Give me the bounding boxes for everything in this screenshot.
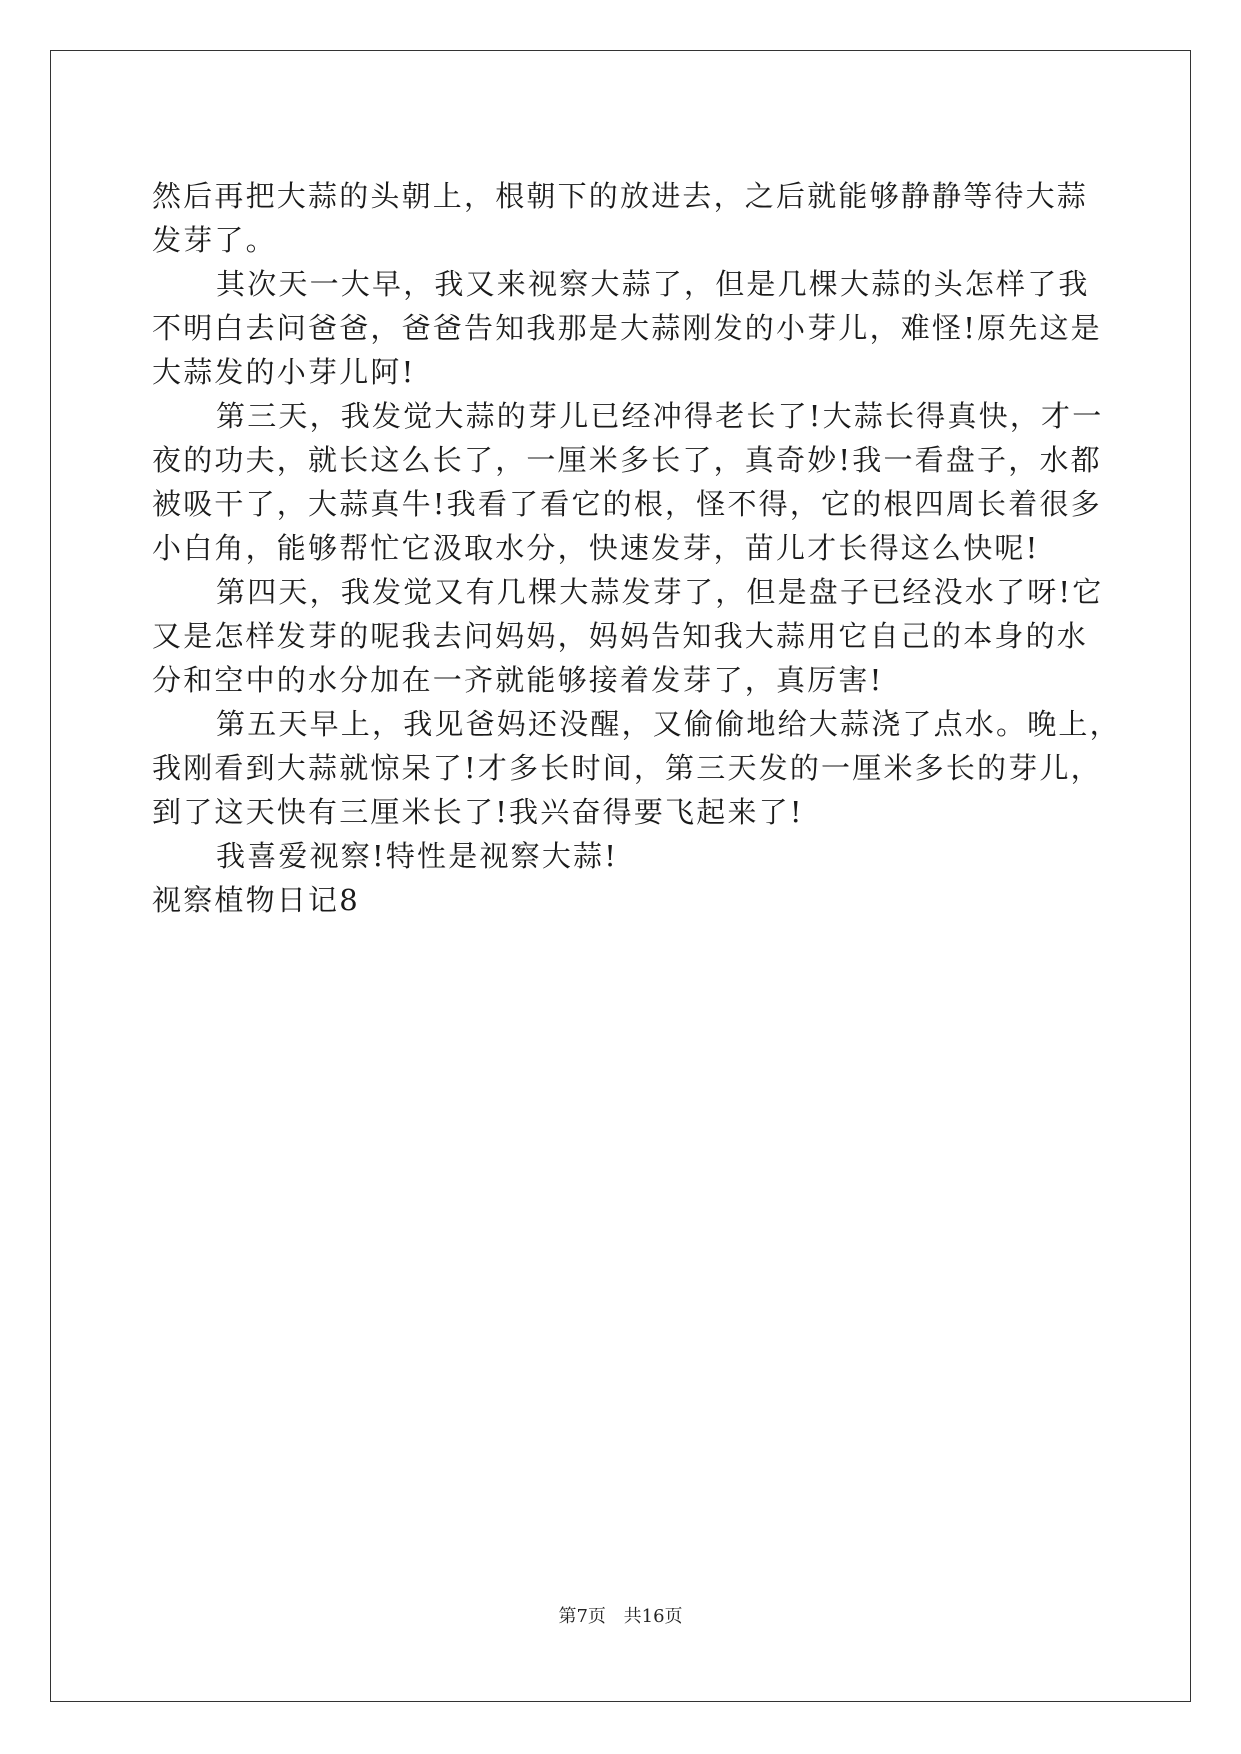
page-total: 共16页 — [623, 1606, 683, 1627]
body-line-3: 其次天一大早，我又来视察大蒜了，但是几棵大蒜的头怎样了我 — [216, 267, 1090, 301]
body-line-4: 不明白去问爸爸，爸爸告知我那是大蒜刚发的小芽儿，难怪!原先这是 — [152, 311, 1102, 345]
body-line-6: 第三天，我发觉大蒜的芽儿已经冲得老长了!大蒜长得真快，才一 — [216, 399, 1104, 433]
page-footer — [0, 1602, 1241, 1628]
body-line-8: 被吸干了，大蒜真牛!我看了看它的根，怪不得，它的根四周长着很多 — [152, 487, 1102, 521]
body-line-7: 夜的功夫，就长这么长了，一厘米多长了，真奇妙!我一看盘子，水都 — [152, 443, 1102, 477]
body-line-13: 第五天早上，我见爸妈还没醒，又偷偷地给大蒜浇了点水。晚上， — [216, 707, 1121, 741]
body-line-10: 第四天，我发觉又有几棵大蒜发芽了，但是盘子已经没水了呀!它 — [216, 575, 1104, 609]
document-body — [152, 154, 1121, 943]
body-line-15: 到了这天快有三厘米长了!我兴奋得要飞起来了! — [152, 795, 804, 829]
body-line-5: 大蒜发的小芽儿阿! — [152, 355, 416, 389]
body-line-16: 我喜爱视察!特性是视察大蒜! — [216, 839, 619, 873]
body-line-12: 分和空中的水分加在一齐就能够接着发芽了，真厉害! — [152, 663, 884, 697]
body-line-9: 小白角，能够帮忙它汲取水分，快速发芽，苗儿才长得这么快呢! — [152, 531, 1040, 565]
page-number: 第7页 — [558, 1606, 606, 1627]
body-line-14: 我刚看到大蒜就惊呆了!才多长时间，第三天发的一厘米多长的芽儿， — [152, 751, 1102, 785]
section-title: 视察植物日记8 — [152, 883, 360, 917]
body-line-1: 然后再把大蒜的头朝上，根朝下的放进去，之后就能够静静等待大蒜 — [152, 179, 1089, 213]
body-line-2: 发芽了。 — [152, 223, 277, 257]
body-line-11: 又是怎样发芽的呢我去问妈妈，妈妈告知我大蒜用它自己的本身的水 — [152, 619, 1089, 653]
